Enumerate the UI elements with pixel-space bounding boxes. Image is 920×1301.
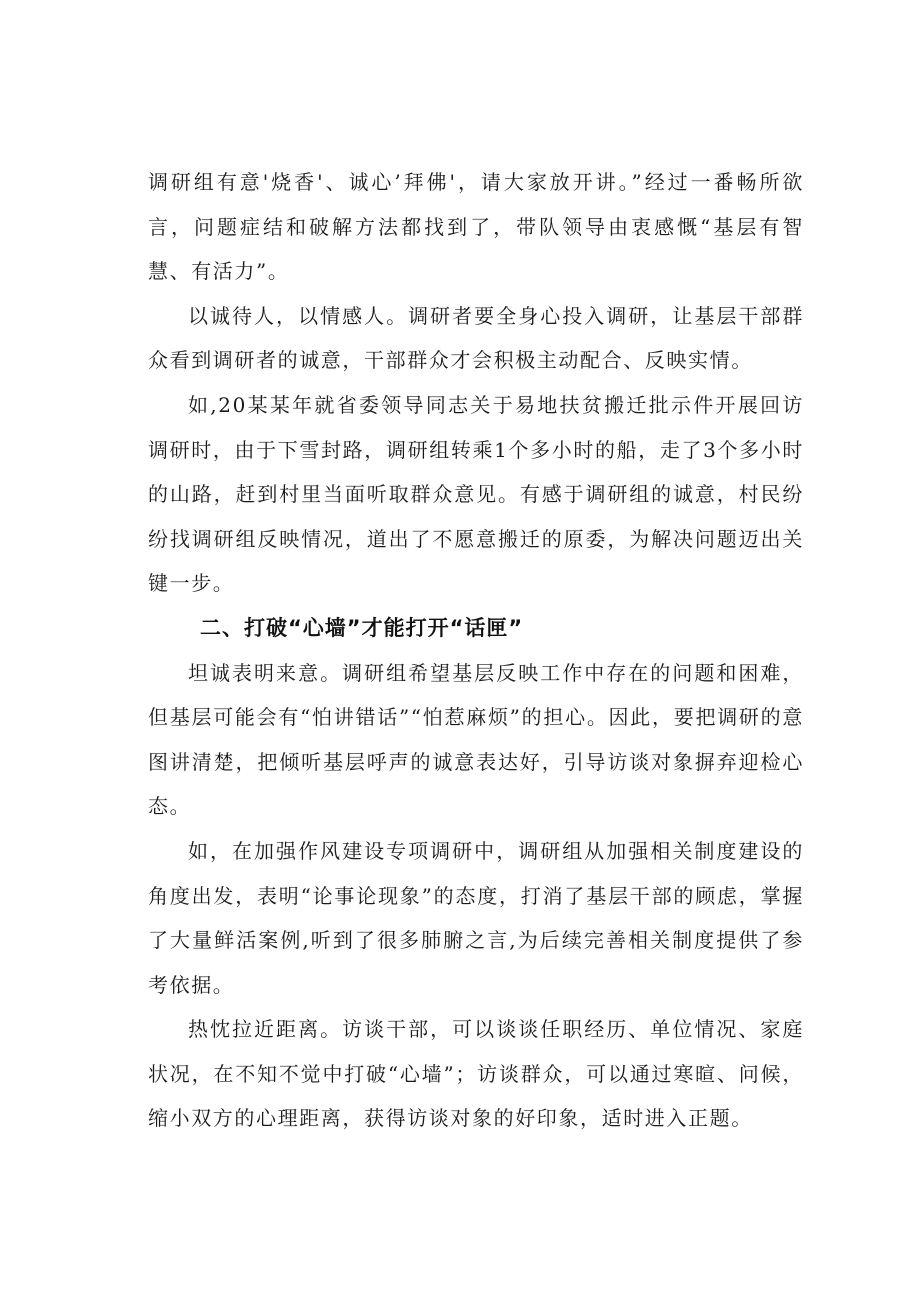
- document-body: [148, 160, 804, 1141]
- paragraph-continuation: 调研组有意'烧香'、诚心’拜佛'，请大家放开讲。”经过一番畅所欲言，问题症结和破解方法都找到了，带队领导由衷感慨“基层有智慧、有活力”。: [148, 170, 804, 284]
- section-heading: 二、打破“心墙”才能打开“话匣”: [200, 615, 524, 640]
- paragraph-warmth-distance: 热忱拉近距离。访谈干部，可以谈谈任职经历、单位情况、家庭状况，在不知不觉中打破“心墙”；访谈群众，可以通过寒暄、问候，缩小双方的心理距离，获得访谈对象的好印象，适时进入正题。: [148, 1017, 804, 1131]
- paragraph-sincerity: 以诚待人，以情感人。调研者要全身心投入调研，让基层干部群众看到调研者的诚意，干部群众才会积极主动配合、反映实情。: [148, 303, 804, 373]
- paragraph-state-purpose: 坦诚表明来意。调研组希望基层反映工作中存在的问题和困难，但基层可能会有“怕讲错话”“怕惹麻烦”的担心。因此，要把调研的意图讲清楚，把倾听基层呼声的诚意表达好，引导访谈对象摒弃迎检心态。: [148, 660, 804, 819]
- paragraph-example-style-building: 如，在加强作风建设专项调研中，调研组从加强相关制度建设的角度出发，表明“论事论现象”的态度，打消了基层干部的顾虑，掌握了大量鲜活案例,听到了很多肺腑之言,为后续完善相关制度提供了参考依据。: [148, 838, 804, 997]
- paragraph-example-relocation: 如,20某某年就省委领导同志关于易地扶贫搬迁批示件开展回访调研时，由于下雪封路，调研组转乘1个多小时的船，走了3个多小时的山路，赶到村里当面听取群众意见。有感于调研组的诚意，村民纷纷找调研组反映情况，道出了不愿意搬迁的原委，为解决问题迈出关键一步。: [148, 392, 804, 596]
